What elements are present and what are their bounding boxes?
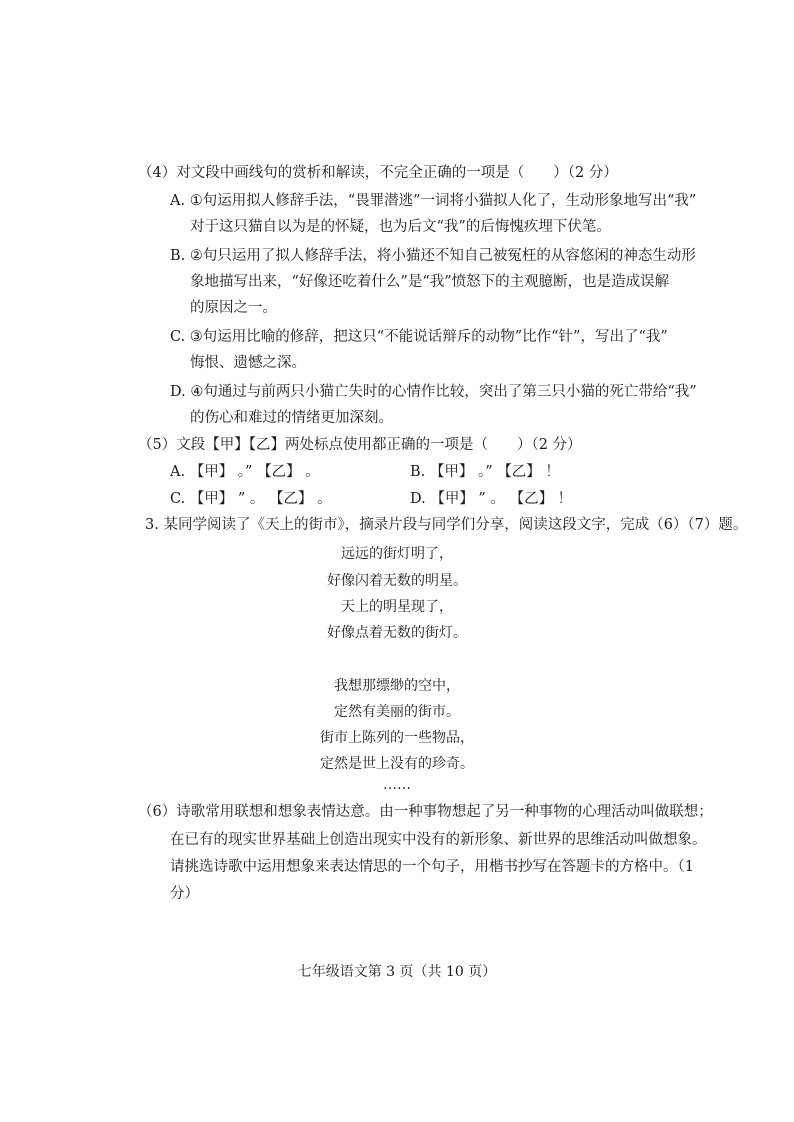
question-6-line-4: 分） [170, 886, 199, 902]
poem-line: 远远的街灯明了， [341, 546, 453, 562]
q4-option-c-cont: 悔恨、遗憾之深。 [190, 355, 306, 371]
q4-option-b-cont: 象地描写出来，“好像还吃着什么”是“我”愤怒下的主观臆断，也是造成误解 [190, 274, 670, 290]
q4-option-d: D. ④句通过与前两只小猫亡失时的心情作比较，突出了第三只小猫的死亡带给“我” [170, 384, 697, 400]
q4-option-d-cont: 的伤心和难过的情绪更加深刻。 [190, 410, 393, 426]
poem-line: 定然有美丽的街市。 [334, 704, 460, 720]
poem-line: 我想那缥缈的空中， [334, 678, 460, 694]
page-footer: 七年级语文第 3 页（共 10 页） [297, 964, 497, 980]
poem-line: 街市上陈列的一些物品， [320, 730, 474, 746]
q4-option-b: B. ②句只运用了拟人修辞手法，将小猫还不知自己被冤枉的从容悠闲的神态生动形 [170, 248, 696, 264]
q5-option-a: A. 【甲】 。” 【乙】 。 [170, 464, 320, 480]
q4-option-b-cont2: 的原因之一。 [190, 300, 277, 316]
poem-line: 好像点着无数的街灯。 [327, 625, 467, 641]
q5-option-c: C. 【甲】 ” 。 【乙】 。 [170, 491, 332, 507]
question-3-stem: 3. 某同学阅读了《天上的街市》，摘录片段与同学们分享，阅读这段文字，完成（6）（7）题。 [145, 517, 748, 533]
question-4-stem: （4）对文段中画线句的赏析和解读，不完全正确的一项是（ ）（2 分） [138, 165, 618, 181]
q4-option-c: C. ③句运用比喻的修辞，把这只“不能说话辩斥的动物”比作“针”，写出了“我” [170, 329, 668, 345]
poem-line: 定然是世上没有的珍奇。 [320, 756, 474, 772]
q5-option-b: B. 【甲】 。” 【乙】 ！ [410, 464, 560, 480]
q5-option-d: D. 【甲】 ” 。 【乙】 ！ [410, 491, 573, 507]
question-5-stem: （5）文段【甲】【乙】两处标点使用都正确的一项是（ ）（2 分） [138, 437, 582, 453]
question-6-stem: （6）诗歌常用联想和想象表情达意。由一种事物想起了另一种事物的心理活动叫做联想； [138, 804, 713, 820]
question-6-line-3: 请挑选诗歌中运用想象来表达情思的一个句子，用楷书抄写在答题卡的方格中。（1 [170, 859, 694, 875]
poem-line: 好像闪着无数的明星。 [327, 573, 467, 589]
q4-option-a: A. ①句运用拟人修辞手法，“畏罪潜逃”一词将小猫拟人化了，生动形象地写出“我” [170, 193, 697, 209]
poem-line: 天上的明星现了， [341, 599, 453, 615]
q4-option-a-cont: 对于这只猫自以为是的怀疑，也为后文“我”的后悔愧疚埋下伏笔。 [190, 219, 611, 235]
question-6-line-2: 在已有的现实世界基础上创造出现实中没有的新形象、新世界的思维活动叫做想象。 [170, 832, 707, 848]
poem-ellipsis: …… [383, 777, 411, 793]
